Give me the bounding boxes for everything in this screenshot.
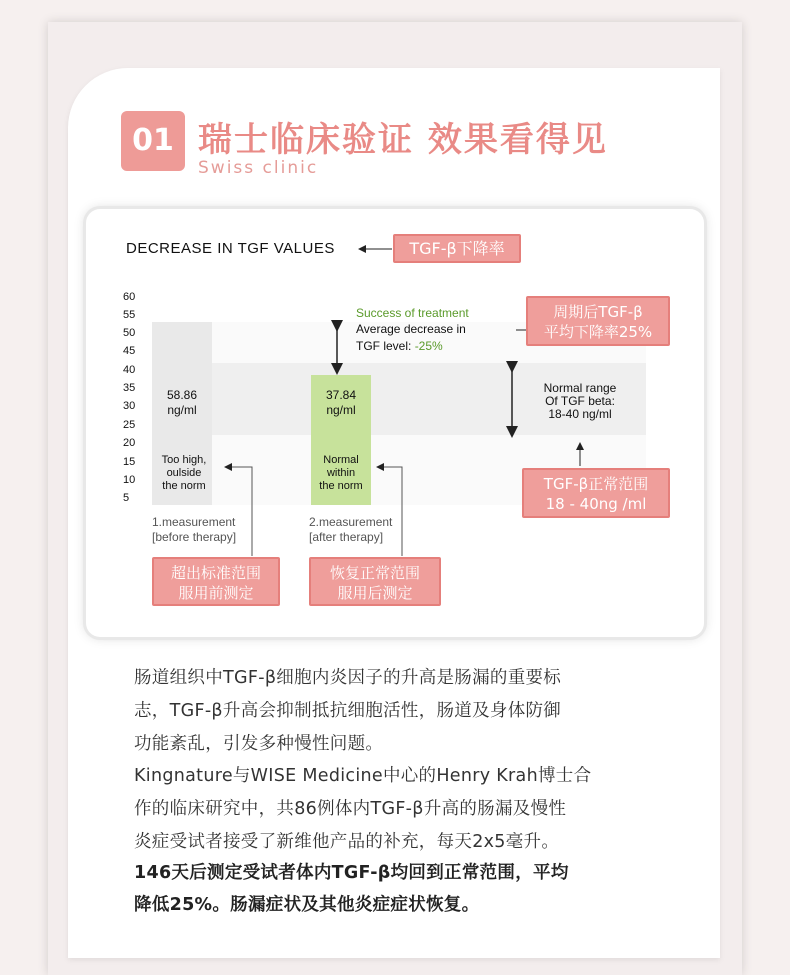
body-line: 炎症受试者接受了新维他产品的补充，每天2x5毫升。 — [134, 832, 560, 852]
section-subtitle: Swiss clinic — [198, 158, 319, 178]
bar1-note-line: Too high, — [161, 454, 207, 466]
cycle-decrease-line: 周期后TGF-β — [553, 303, 643, 321]
normal-range-line: Normal range — [543, 381, 617, 395]
bar1-note-line: the norm — [162, 480, 206, 492]
normal-range-label-line: TGF-β正常范围 — [543, 475, 649, 493]
bar2-value: 37.84 — [325, 388, 357, 402]
body-line: Kingnature与WISE Medicine中心的Henry Krah博士合 — [134, 766, 592, 786]
section-title: 瑞士临床验证 效果看得见 — [198, 120, 608, 160]
success-line: Average decrease in — [356, 322, 466, 336]
success-level-label: TGF level: — [356, 339, 412, 353]
chart-title: DECREASE IN TGF VALUES — [126, 240, 335, 257]
normal-range-line: 18-40 ng/ml — [548, 407, 612, 421]
restore-range-label-line: 服用后测定 — [337, 584, 413, 602]
y-tick: 35 — [123, 382, 136, 394]
body-line: 肠道组织中TGF-β细胞内炎因子的升高是肠漏的重要标 — [134, 668, 562, 688]
y-tick: 30 — [123, 400, 136, 412]
y-tick: 55 — [123, 309, 136, 321]
caption-after-line: [after therapy] — [309, 530, 384, 544]
body-line: 志，TGF-β升高会抑制抵抗细胞活性，肠道及身体防御 — [134, 701, 562, 721]
cycle-decrease-line: 平均下降率25% — [543, 323, 653, 341]
y-tick: 50 — [123, 327, 136, 339]
y-tick: 20 — [123, 437, 136, 449]
body-bold-line: 降低25%。肠漏症状及其他炎症症状恢复。 — [134, 895, 480, 915]
caption-before-line: 1.measurement — [152, 515, 236, 529]
bar2-note-line: within — [326, 467, 356, 479]
success-level-value: -25% — [414, 339, 443, 353]
bar1-value: 58.86 — [166, 388, 198, 402]
y-tick: 45 — [123, 345, 136, 357]
exceed-range-label-line: 服用前测定 — [178, 584, 254, 602]
exceed-range-label-line: 超出标准范围 — [170, 564, 261, 582]
success-title: Success of treatment — [356, 306, 469, 320]
y-tick: 60 — [123, 291, 136, 303]
y-tick: 40 — [123, 364, 136, 376]
y-tick: 5 — [123, 492, 130, 504]
restore-range-label-line: 恢复正常范围 — [329, 564, 420, 582]
y-tick: 25 — [123, 419, 136, 431]
tgf-decrease-label: TGF-β下降率 — [393, 234, 521, 263]
bar2-note-line: Normal — [323, 454, 359, 466]
body-bold-line: 146天后测定受试者体内TGF-β均回到正常范围，平均 — [134, 863, 569, 883]
caption-after-line: 2.measurement — [309, 515, 393, 529]
caption-before-line: [before therapy] — [152, 530, 237, 544]
bar2-unit: ng/ml — [326, 403, 356, 417]
body-line: 作的临床研究中，共86例体内TGF-β升高的肠漏及慢性 — [134, 799, 567, 819]
bar2-note-line: the norm — [319, 480, 363, 492]
bar1-note-line: oulside — [166, 467, 202, 479]
y-tick: 15 — [123, 456, 136, 468]
normal-range-line: Of TGF beta: — [545, 394, 615, 408]
section-number-badge: 01 — [121, 111, 185, 171]
bar1-unit: ng/ml — [167, 403, 197, 417]
restore-connector — [380, 467, 402, 556]
body-line: 功能紊乱，引发多种慢性问题。 — [134, 734, 384, 754]
y-tick: 10 — [123, 474, 136, 486]
normal-range-label-line: 18 - 40ng /ml — [545, 495, 647, 513]
exceed-connector — [228, 467, 252, 556]
